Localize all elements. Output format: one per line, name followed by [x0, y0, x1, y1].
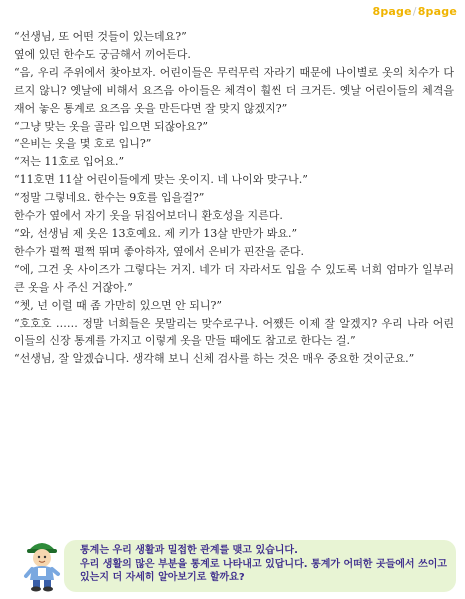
story-text [14, 28, 454, 368]
paragraph-14: “호호호 …… 정말 너희들은 못말리는 맞수로구나. 어쨌든 이제 잘 알겠지? 우리 나라 어린이들의 신장 통계를 가지고 이렇게 옷을 만들 때에도 참고로 한다는 걸.” [14, 316, 454, 348]
info-line-2: 우리 생활의 많은 부분을 통계로 나타내고 있답니다. 통계가 어떠한 곳들에서 쓰이고 있는지 더 자세히 알아보기로 할까요? [80, 558, 448, 583]
info-line-1: 통계는 우리 생활과 밀접한 관계를 맺고 있습니다. [80, 545, 298, 556]
current-page: 8page [372, 5, 412, 18]
paragraph-5: “은비는 옷을 몇 호로 입니?” [14, 137, 152, 151]
paragraph-13: “쳇, 넌 이럴 때 좀 가만히 있으면 안 되니?” [14, 298, 223, 312]
paragraph-8: “정말 그렇네요. 한수는 9호를 입을걸?” [14, 191, 205, 205]
paragraph-12: “에, 그건 옷 사이즈가 그렇다는 거지. 네가 더 자라서도 입을 수 있도록 너희 엄마가 일부러 큰 옷을 사 주신 거잖아.” [14, 262, 454, 294]
paragraph-7: “11호면 11살 어린이들에게 맞는 옷이지. 네 나이와 맞구나.” [14, 173, 308, 187]
paragraph-9: 한수가 옆에서 자기 옷을 뒤집어보더니 환호성을 지른다. [14, 209, 283, 223]
paragraph-6: “저는 11호로 입어요.” [14, 155, 125, 169]
paragraph-15: “선생님, 잘 알겠습니다. 생각해 보니 신체 검사를 하는 것은 매우 중요한 것이군요.” [14, 352, 415, 366]
info-box [64, 540, 456, 592]
paragraph-1: “선생님, 또 어떤 것들이 있는데요?” [14, 30, 187, 43]
green-cap-boy-icon [20, 536, 64, 592]
page-separator: / [412, 5, 417, 18]
paragraph-4: “그냥 맞는 옷을 골라 입으면 되잖아요?” [14, 119, 209, 133]
paragraph-2: 옆에 있던 한수도 궁금해서 끼어든다. [14, 47, 191, 61]
paragraph-11: 한수가 펄쩍 펄쩍 뛰며 좋아하자, 옆에서 은비가 핀잔을 준다. [14, 244, 304, 258]
total-pages: 8page [417, 5, 457, 18]
page-indicator [373, 5, 458, 18]
paragraph-3: “음, 우리 주위에서 찾아보자. 어린이들은 무럭무럭 자라기 때문에 나이별로 옷의 치수가 다르지 않니? 옛날에 비해서 요즈음 아이들은 체격이 훨씬 더 크거든. 옛날 어린이들의 체격을 재어 놓은 통계로 요즈음 옷을 만든다면 잘 맞지 않겠지?” [14, 65, 454, 115]
paragraph-10: “와, 선생님 제 옷은 13호예요. 제 키가 13살 반만가 봐요.” [14, 226, 298, 240]
